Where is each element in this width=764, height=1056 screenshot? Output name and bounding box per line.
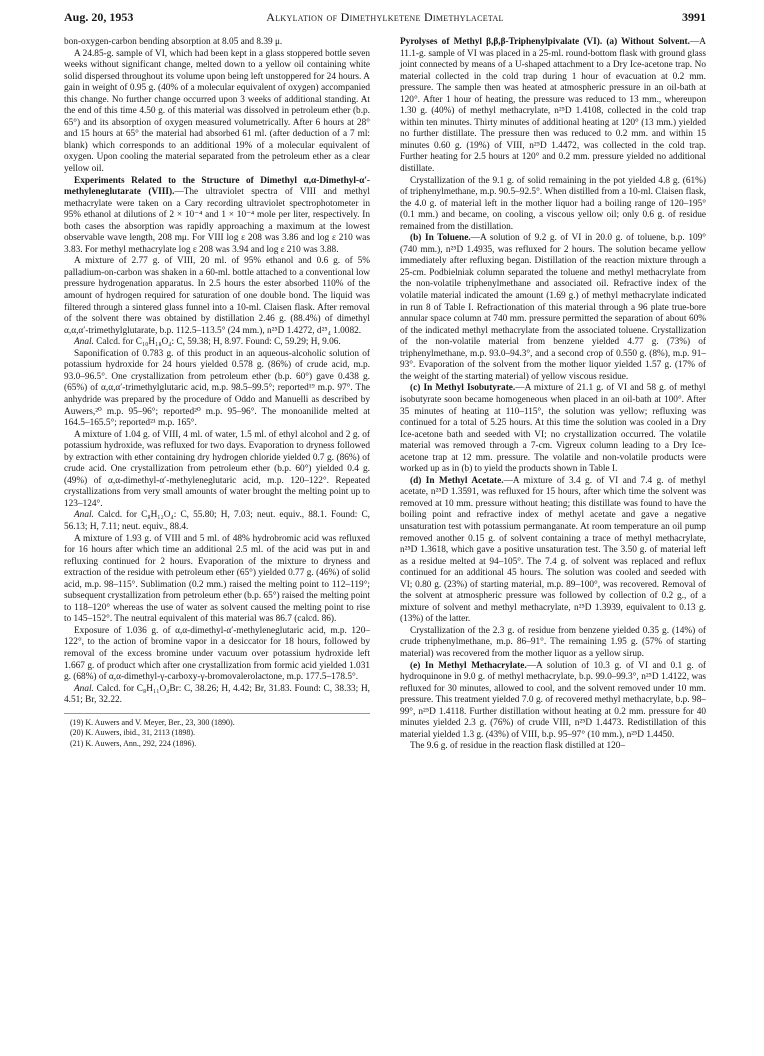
- section-heading: (d) In Methyl Acetate.: [410, 475, 504, 486]
- paragraph-text: A 24.85-g. sample of VI, which had been kept in a glass stoppered bottle seven weeks without significant change, melted down to a yellow oil containing white solid dispersed throughout its volume upon being left unstoppered for 24 hours. A gain in weight of 0.95 g. (40% of a molecular equivalent of oxygen) accompanied this change. No further change occurred upon 3 weeks of additional standing. At the end of this time 4.50 g. of this material was dissolved in petroleum ether (b.p. 65°) and its absorption of oxygen measured volumetrically. After 6 hours at 28° and 15 hours at 65° the material had absorbed 61 ml. (after deduction of a 7 ml: blank) which corresponds to an additional 19% of a molecular equivalent of oxygen. Upon cooling the material separated from the petroleum ether as a clear yellow oil.: [64, 48, 370, 175]
- paragraph-text: Calcd. for C₈H₁₁O₄Br: C, 38.26; H, 4.42; Br, 31.83. Found: C, 38.33; H, 4.51; Br, 32.22.: [64, 683, 370, 706]
- paragraph: [400, 661, 706, 742]
- paragraph: [64, 510, 370, 533]
- section-heading: Experiments Related to the Structure of Dimethyl α,α-Dimethyl-α′-methyleneglutarate (VIII).: [64, 175, 370, 198]
- paragraph: [64, 49, 370, 176]
- right-column: [400, 37, 706, 753]
- paragraph-text: A mixture of 1.04 g. of VIII, 4 ml. of water, 1.5 ml. of ethyl alcohol and 2 g. of potassium hydroxide, was refluxed for two days. Evaporation to dryness followed by extraction with ether containing dry hydrogen chloride yielded 0.7 g. (86%) of crude acid. One crystallization from petroleum ether (b.p. 60°) yielded 0.4 g. (49%) of α,α-dimethyl-α′-methyleneglutaric acid, m.p. 120–122°. Repeated crystallizations from very small amounts of water brought the melting point up to 123–124°.: [64, 429, 370, 509]
- paragraph: [400, 233, 706, 383]
- paragraph-text: —A mixture of 3.4 g. of VI and 7.4 g. of methyl acetate, n²⁵D 1.3591, was refluxed for 15 hours, after which time the solvent was removed at 10 mm. pressure without heating; this distillate was found to have the boiling point and refractive index of methyl acetate and gave a negative unsaturation test with potassium permanganate. At room temperature an oil pump removed another 0.15 g. of solvent containing a trace of methyl methacrylate, n²⁵D 1.3618, which gave a positive unsaturation test. The 3.50 g. of material left as a residue melted at 94–105°. The 7.4 g. of solvent was replaced and reflux continued for an additional 45 hours. The solution was cooled and seeded with VI; 0.80 g. (23%) of starting material, m.p. 89–100°, was recovered. Removal of the solvent at atmospheric pressure was followed by collection of 0.2 g., of a mixture of solvent and methyl methacrylate, n²⁵D 1.3939, equivalent to 0.13 g. (13%) of the latter.: [400, 475, 706, 625]
- footnote: (20) K. Auwers, ibid., 31, 2113 (1898).: [70, 728, 196, 738]
- paragraph: [400, 176, 706, 234]
- section-heading: (c) In Methyl Isobutyrate.: [410, 383, 516, 394]
- paragraph-text: —A solution of 9.2 g. of VI in 20.0 g. of toluene, b.p. 109° (740 mm.), n²⁵D 1.4935, was refluxed for 2 hours. The solution became yellow immediately after refluxing began. Distillation of the reaction mixture through a 25-cm. Podbielniak column separated the toluene and methyl methacrylate from the non-volatile triphenylmethane and associated oil. Refractive index of the volatile material indicated the amount (1.69 g.) of methyl methacrylate indicated in run 8 of Table I. Refractionation of this material through a 96 plate true-bore annular space column at 740 mm. pressure permitted the separation of about 60% of the indicated methyl methacrylate from the associated toluene. Crystallization of the non-volatile material from benzene yielded 4.77 g. (73%) of triphenylmethane, m.p. 93.0–94.3°, and a second crop of 0.550 g. (8%), m.p. 91–93°. Evaporation of the solvent from the mother liquor yielded 1.57 g. (17% of the weight of the starting material) of yellow viscous residue.: [400, 233, 706, 382]
- analysis-label: Anal.: [74, 683, 94, 694]
- paragraph-text: —A solution of 10.3 g. of VI and 0.1 g. of hydroquinone in 9.0 g. of methyl methacrylate, b.p. 99.0–99.3°, n²⁵D 1.4122, was refluxed for 30 minutes, allowed to cool, and the solvent removed under 10 mm. pressure. This treatment yielded 7.0 g. of recovered methyl methacrylate, b.p. 98–99°, n²⁵D 1.4118. Further distillation without heating at 0.2 mm. pressure for 40 minutes yielded 2.3 g. (76%) of crude VIII, n²⁵D 1.4473. Redistillation of this material yielded 1.3 g. (43%) of VIII, b.p. 95–97° (10 mm.), n²⁵D 1.4450.: [400, 660, 706, 740]
- footnotes: [64, 713, 370, 750]
- running-header: [64, 10, 706, 30]
- paragraph-text: A mixture of 2.77 g. of VIII, 20 ml. of 95% ethanol and 0.6 g. of 5% palladium-on-carbon was shaken in a 60-ml. bottle attached to a conventional low pressure hydrogenation apparatus. In 2.5 hours the ester absorbed 110% of the amount of hydrogen required for saturation of one double bond. The liquid was filtered through a sintered glass funnel into a 10-ml. Claisen flask. After removal of the solvent there was obtained by distillation 2.46 g. (88.4%) of dimethyl α,α,α′-trimethylglutarate, b.p. 112.5–113.5° (24 mm.), n²⁵D 1.4272, d²⁵₄ 1.0082.: [64, 256, 370, 336]
- paragraph-text: Calcd. for C₈H₁₂O₄: C, 55.80; H, 7.03; neut. equiv., 88.1. Found: C, 56.13; H, 7.11; neut. equiv., 88.4.: [64, 510, 370, 532]
- paragraph: [64, 37, 370, 49]
- paragraph: [400, 626, 706, 661]
- paragraph: [64, 430, 370, 511]
- left-column: [64, 37, 370, 749]
- paragraph-text: —A mixture of 21.1 g. of VI and 58 g. of methyl isobutyrate soon became homogeneous when placed in an oil-bath at 100°. After 35 minutes of heating at 110–115°, the solution was yellow; refluxing was continued for a total of 5.25 hours. At this time the solution was cooled in a Dry Ice-acetone bath and seeded with VI; no crystallization occurred. The volatile material was removed through a 7-cm. Vigreux column leading to a Dry Ice-acetone trap at 12 mm. pressure. The volatile and non-volatile products were worked up as in (b) to yield the products shown in Table I.: [400, 383, 706, 475]
- header-title: Alkylation of Dimethylketene Dimethylacetal: [266, 10, 504, 24]
- analysis-label: Anal.: [74, 337, 94, 348]
- paragraph: [64, 626, 370, 684]
- paragraph: [64, 349, 370, 430]
- header-date: Aug. 20, 1953: [64, 10, 134, 24]
- paragraph-text: —The ultraviolet spectra of VIII and methyl methacrylate were taken on a Cary recording ultraviolet spectrophotometer in 95% ethanol at dilutions of 2 × 10⁻⁴ and 1 × 10⁻⁴ mole per liter, respectively. In both cases the absorption was rapidly approaching a maximum at the lowest observable wave length, 208 mμ. For VIII log ε 208 was 3.86 and log ε 210 was 3.83. For methyl methacrylate log ε 208 was 3.94 and log ε 210 was 3.88.: [64, 187, 370, 255]
- analysis-label: Anal.: [74, 510, 94, 521]
- paragraph: [64, 256, 370, 337]
- section-heading: (b) In Toluene.: [410, 233, 471, 244]
- paragraph-text: —A 11.1-g. sample of VI was placed in a 25-ml. round-bottom flask with ground glass joint connected by means of a U-shaped attachment to a Dry Ice-acetone trap. No material collected in the cold trap during 1 hour of evacuation at 0.2 mm. pressure. The sample then was heated at atmospheric pressure in an oil-bath at 120°. After 1 hour of heating, the pressure was reduced to 13 mm., whereupon 1.30 g. (40%) of methyl methacrylate, n²⁵D 1.4108, collected in the cold trap within ten minutes. Thirty minutes of additional heating at 120° (13 mm.) yielded no further distillate. The pressure then was reduced to 0.2 mm. and within 15 minutes 0.60 g. (19%) of VIII, n²⁵D 1.4472, was collected in the cold trap. Further heating for 2.5 hours at 120° and 0.2 mm. pressure yielded no additional distillate.: [400, 37, 706, 175]
- paragraph-text: Saponification of 0.783 g. of this product in an aqueous-alcoholic solution of potassium hydroxide for 24 hours yielded 0.578 g. (86%) of crude acid, m.p. 93.0–96.5°. One crystallization from petroleum ether (b.p. 60°) gave 0.438 g. (65%) of α,α,α′-trimethylglutaric acid, m.p. 98.5–99.5°; reported¹⁹ m.p. 97°. The anhydride was prepared by the procedure of Oddo and Manuelli as described by Auwers,²⁰ m.p. 95–96°; reported²⁰ m.p. 95–96°. The monoanilide melted at 164.5–165.5°; reported²¹ m.p. 165°.: [64, 348, 370, 429]
- paragraph: [400, 383, 706, 475]
- paragraph-text: A mixture of 1.93 g. of VIII and 5 ml. of 48% hydrobromic acid was refluxed for 16 hours after which time an additional 2.5 ml. of the acid was put in and refluxing continued for 2 hours. Evaporation of the mixture to dryness and extraction of the residue with petroleum ether (65°) yielded 0.77 g. (46%) of solid acid, m.p. 98–115°. Sublimation (0.2 mm.) raised the melting point to 112–119°; subsequent crystallization from petroleum ether (b.p. 65°) raised the melting point to 118–120° whereas the use of water as solvent caused the melting point to rise to 145–152°. The neutral equivalent of this material was 86.7 (calcd. 86).: [64, 533, 370, 625]
- section-heading: (e) In Methyl Methacrylate.: [410, 660, 527, 671]
- paragraph: [64, 337, 370, 349]
- paragraph: [64, 176, 370, 257]
- paragraph: [64, 534, 370, 626]
- footnote: (19) K. Auwers and V. Meyer, Ber., 23, 300 (1890).: [70, 717, 235, 727]
- paragraph-text: Crystallization of the 9.1 g. of solid remaining in the pot yielded 4.8 g. (61%) of triphenylmethane, m.p. 90.5–92.5°. When distilled from a 10-ml. Claisen flask, the 4.0 g. of material left in the mother liquor had a boiling range of 120–195° (0.1 mm.) and became, on cooling, a viscous yellow oil; only 0.6 g. of residue remained from the distillation.: [400, 175, 706, 232]
- paragraph: [400, 476, 706, 626]
- paragraph-text: Crystallization of the 2.3 g. of residue from benzene yielded 0.35 g. (14%) of crude triphenylmethane, m.p. 86–91°. The remaining 1.95 g. (57% of starting material) was recovered from the mother liquor as a yellow sirup.: [400, 625, 706, 659]
- paragraph: [400, 37, 706, 176]
- paragraph: [64, 684, 370, 707]
- paragraph-text: Exposure of 1.036 g. of α,α-dimethyl-α′-methyleneglutaric acid, m.p. 120–122°, to the action of bromine vapor in a desiccator for 18 hours, followed by removal of the excess bromine under vacuum over potassium hydroxide left 1.667 g. of product which after one crystallization from formic acid yielded 1.031 g. (68%) of α,α-dimethyl-γ-carboxy-γ-bromovalerolactone, m.p. 177.5–178.5°.: [64, 625, 370, 683]
- page-number: 3991: [682, 10, 706, 24]
- paragraph-text: The 9.6 g. of residue in the reaction flask distilled at 120–: [410, 741, 626, 752]
- paragraph-text: bon-oxygen-carbon bending absorption at 8.05 and 8.39 μ.: [64, 37, 283, 47]
- footnote: (21) K. Auwers, Ann., 292, 224 (1896).: [70, 738, 197, 748]
- paragraph-text: Calcd. for C₁₀H₁₈O₄: C, 59.38; H, 8.97. Found: C, 59.29; H, 9.06.: [93, 337, 341, 348]
- paragraph: [400, 741, 706, 753]
- section-heading: Pyrolyses of Methyl β,β,β-Triphenylpivalate (VI). (a) Without Solvent.: [400, 37, 690, 47]
